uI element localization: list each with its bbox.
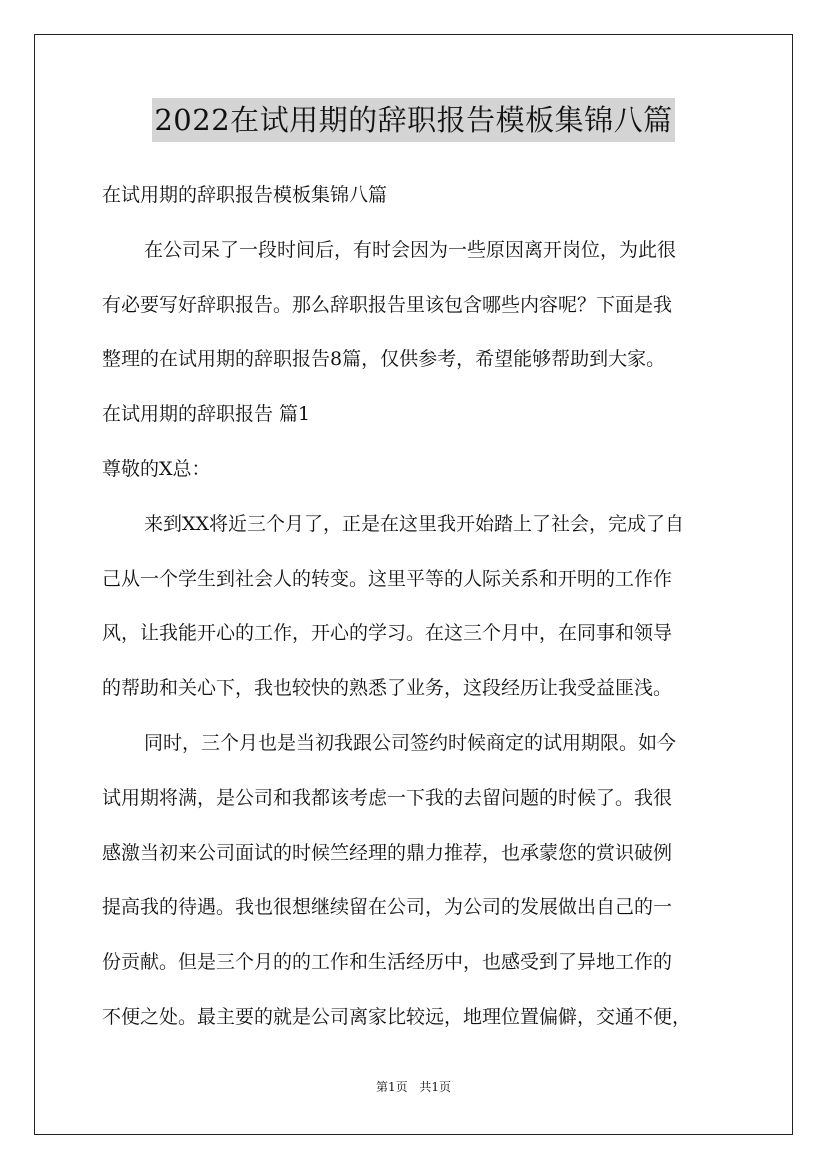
text-line: 同时，三个月也是当初我跟公司签约时候商定的试用期限。如今 [144,731,677,754]
document-title: 2022在试用期的辞职报告模板集锦八篇 [152,98,674,142]
text-line: 的帮助和关心下，我也较快的熟悉了业务，这段经历让我受益匪浅。 [102,677,673,700]
title-container [0,98,827,142]
text-line: 己从一个学生到社会人的转变。这里平等的人际关系和开明的工作作 [102,567,673,590]
text-line: 尊敬的X总： [102,457,211,480]
document-body [102,168,727,1045]
page-number: 第1页 [375,1080,408,1094]
text-line: 整理的在试用期的辞职报告8篇，仅供参考，希望能够帮助到大家。 [102,348,666,371]
page-footer [0,1078,827,1095]
text-line: 感激当初来公司面试的时候竺经理的鼎力推荐，也承蒙您的赏识破例 [102,841,673,864]
text-line: 提高我的待遇。我也很想继续留在公司，为公司的发展做出自己的一 [102,896,673,919]
text-line: 在试用期的辞职报告 篇1 [102,403,311,426]
text-line: 在公司呆了一段时间后，有时会因为一些原因离开岗位，为此很 [144,238,677,261]
text-line: 在试用期的辞职报告模板集锦八篇 [102,184,388,206]
text-line: 风，让我能开心的工作，开心的学习。在这三个月中，在同事和领导 [102,622,673,645]
page-total: 共1页 [419,1080,452,1094]
text-line: 试用期将满，是公司和我都该考虑一下我的去留问题的时候了。我很 [102,786,673,809]
text-line: 来到XX将近三个月了，正是在这里我开始踏上了社会，完成了自 [144,512,685,535]
text-line: 份贡献。但是三个月的的工作和生活经历中，也感受到了异地工作的 [102,951,673,974]
text-line: 不便之处。最主要的就是公司离家比较远，地理位置偏僻，交通不便， [102,1005,692,1028]
text-line: 有必要写好辞职报告。那么辞职报告里该包含哪些内容呢？下面是我 [102,293,673,316]
